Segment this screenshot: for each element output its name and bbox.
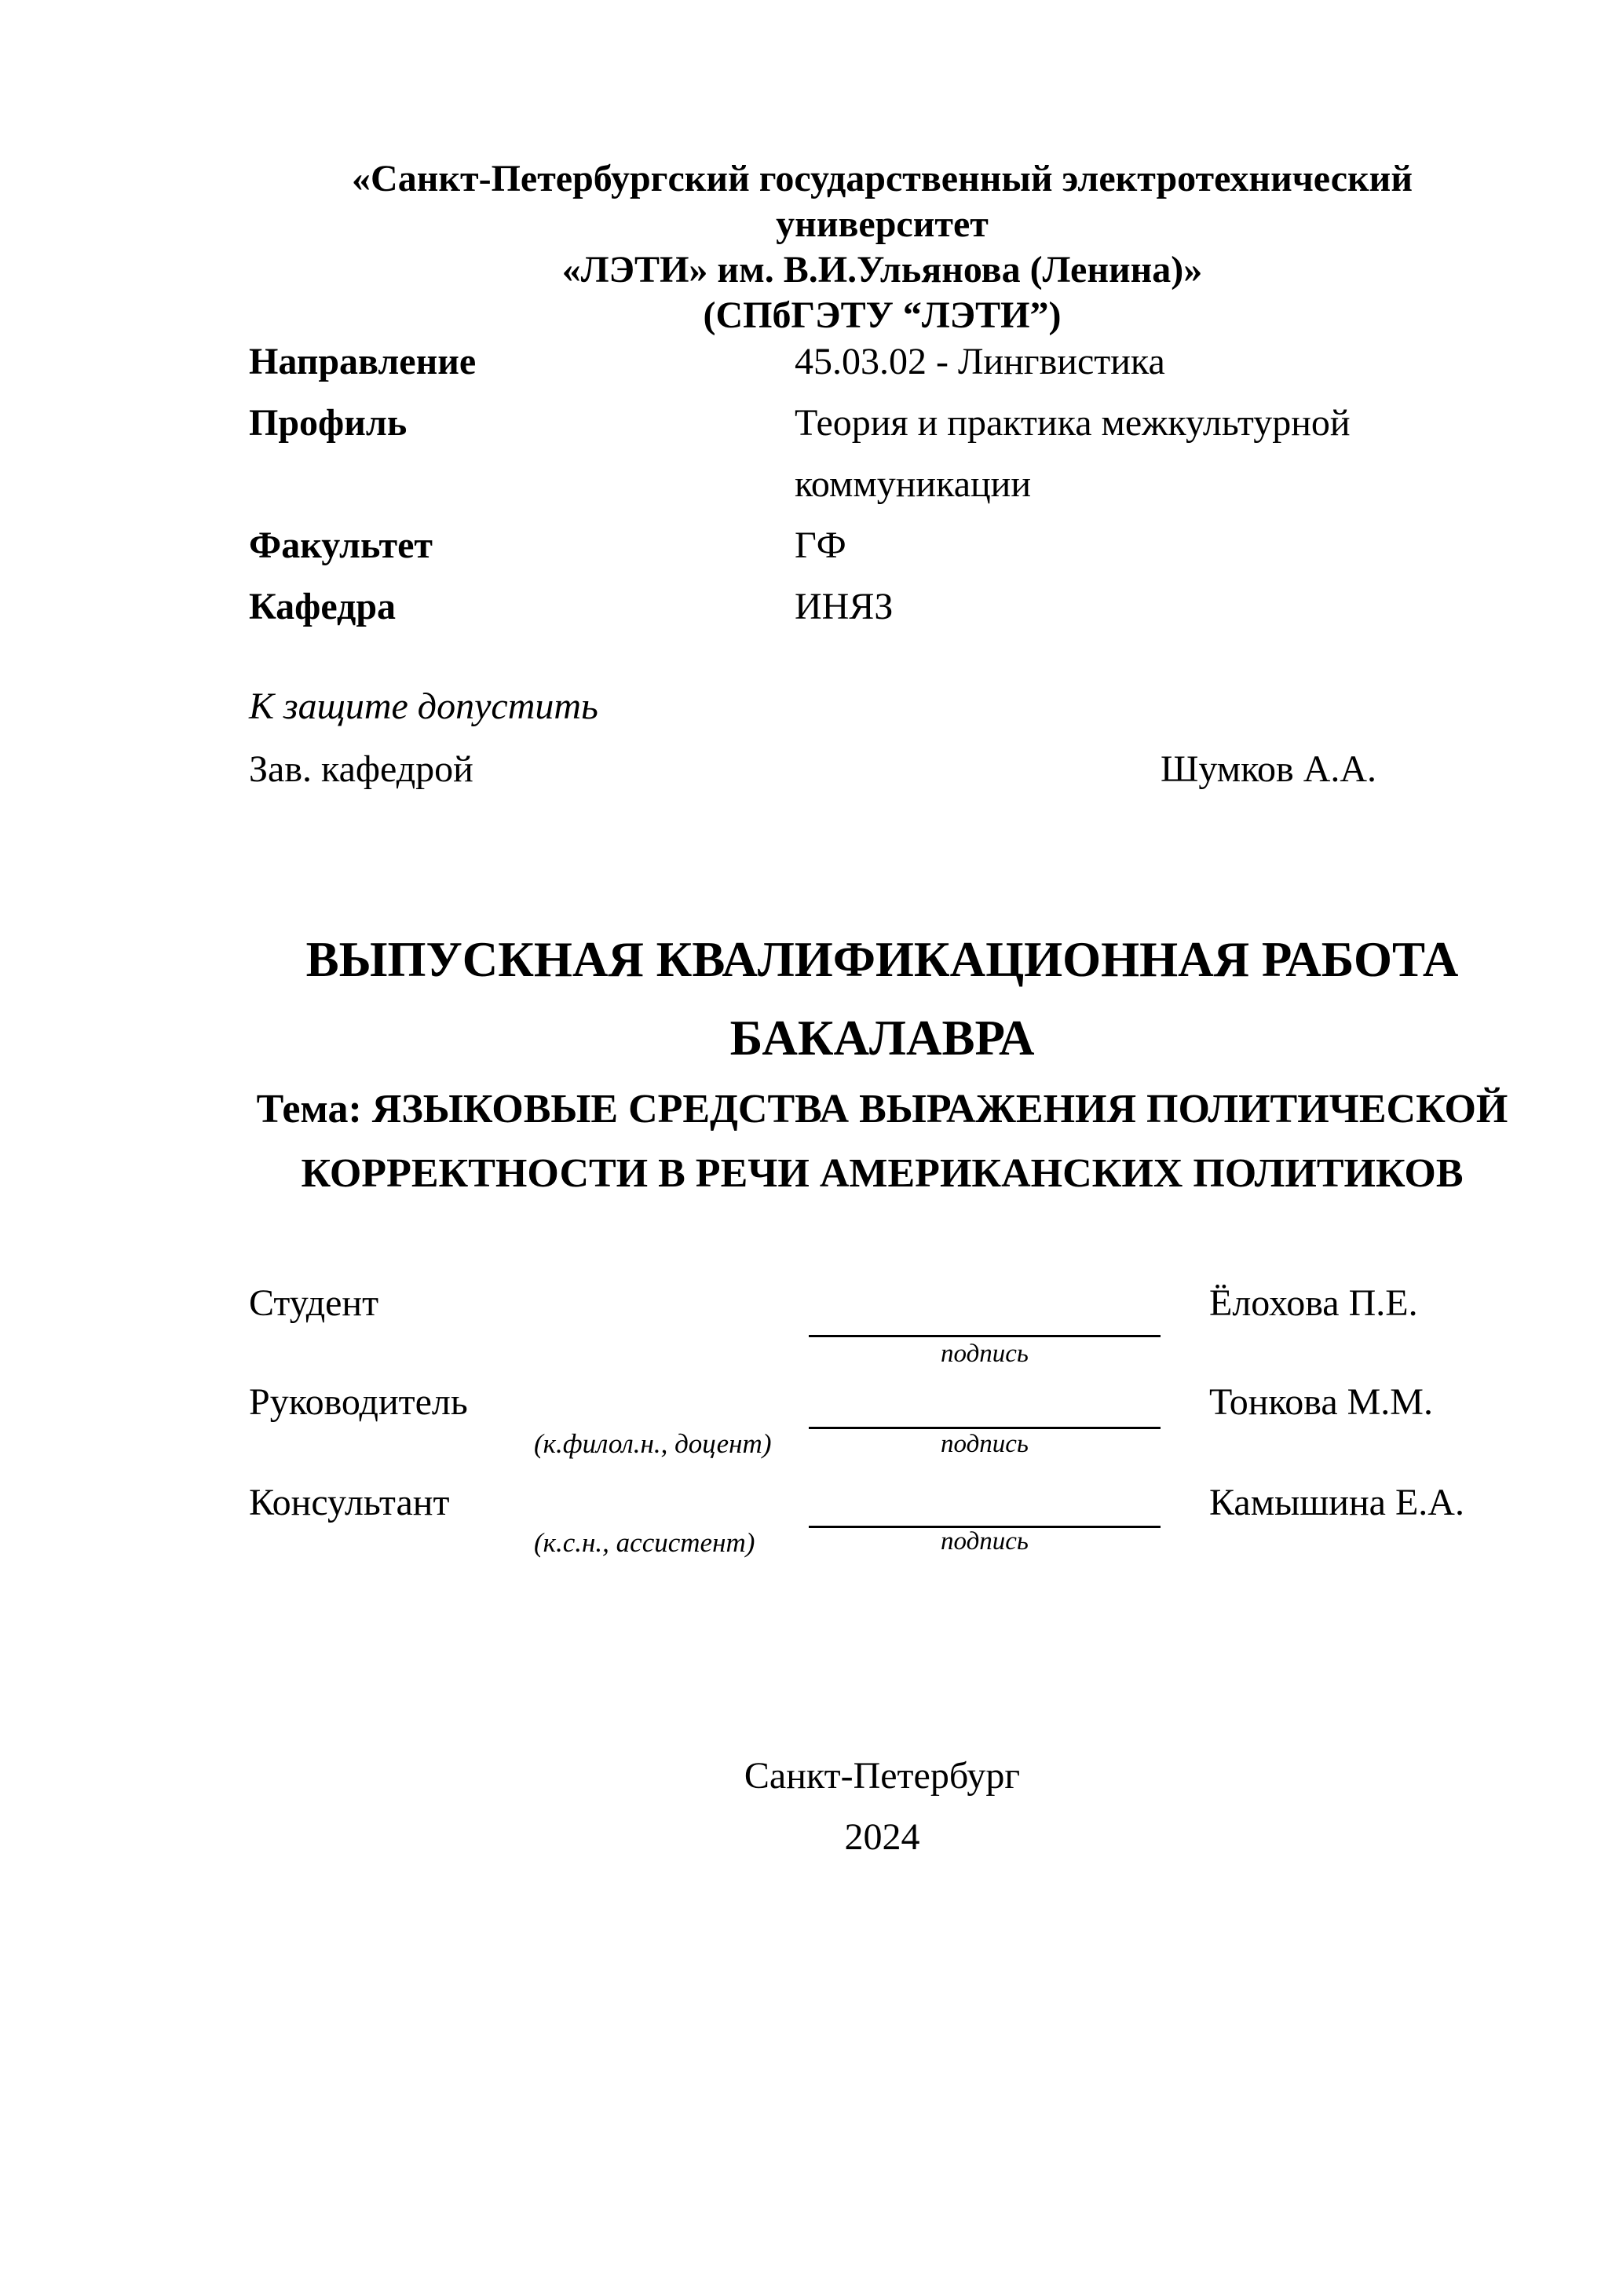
university-name-line1: «Санкт-Петербургский государственный электротехнический университет	[352, 158, 1413, 245]
supervisor-signature-caption: подпись	[941, 1430, 1029, 1458]
footer-year: 2024	[844, 1816, 920, 1858]
direction-label: Направление	[249, 341, 477, 382]
department-head-row	[249, 748, 1515, 790]
supervisor-role-label: Руководитель	[249, 1381, 468, 1423]
footer-city: Санкт-Петербург	[744, 1755, 1021, 1797]
supervisor-name: Тонкова М.М.	[1209, 1381, 1433, 1423]
profile-value-line2: коммуникации	[795, 463, 1032, 505]
consultant-signature-caption: подпись	[941, 1527, 1029, 1556]
department-value: ИНЯЗ	[795, 586, 894, 627]
university-abbreviation: (СПбГЭТУ “ЛЭТИ”)	[703, 294, 1062, 336]
faculty-value: ГФ	[795, 525, 846, 566]
student-signature-caption: подпись	[941, 1340, 1029, 1368]
signature-row-consultant	[249, 1484, 1515, 1586]
profile-label: Профиль	[249, 402, 408, 444]
university-name-line2: «ЛЭТИ» им. В.И.Ульянова (Ленина)»	[561, 249, 1203, 291]
student-role-label: Студент	[249, 1282, 379, 1324]
department-head-name: Шумков А.А.	[1161, 748, 1377, 790]
field-row-department	[249, 588, 1515, 627]
department-label: Кафедра	[249, 586, 397, 627]
consultant-role-label: Консультант	[249, 1482, 450, 1523]
consultant-name: Камышина Е.А.	[1209, 1482, 1464, 1523]
university-header	[249, 156, 1515, 338]
work-title-line1: ВЫПУСКНАЯ КВАЛИФИКАЦИОННАЯ РАБОТА	[305, 932, 1459, 987]
faculty-label: Факультет	[249, 525, 433, 566]
student-name: Ёлохова П.Е.	[1209, 1282, 1418, 1324]
profile-value-line1: Теория и практика межкультурной	[795, 402, 1351, 444]
supervisor-signature-line	[809, 1427, 1161, 1429]
consultant-credential: (к.с.н., ассистент)	[534, 1527, 755, 1558]
work-topic	[249, 1077, 1515, 1206]
work-topic-line2: КОРРЕКТНОСТИ В РЕЧИ АМЕРИКАНСКИХ ПОЛИТИКОВ	[301, 1151, 1464, 1196]
signature-row-student	[249, 1282, 1515, 1387]
work-title-line2: БАКАЛАВРА	[729, 1011, 1035, 1066]
department-head-label: Зав. кафедрой	[249, 748, 473, 790]
field-row-faculty	[249, 527, 1515, 566]
footer	[249, 1746, 1515, 1868]
admission-phrase: К защите допустить	[249, 686, 598, 727]
supervisor-credential: (к.филол.н., доцент)	[534, 1428, 772, 1459]
work-title	[249, 920, 1515, 1077]
field-row-profile	[249, 404, 1515, 444]
field-row-profile-continuation	[249, 463, 1515, 505]
direction-value: 45.03.02 - Лингвистика	[795, 341, 1165, 382]
signature-row-supervisor	[249, 1381, 1515, 1486]
work-topic-line1: Тема: ЯЗЫКОВЫЕ СРЕДСТВА ВЫРАЖЕНИЯ ПОЛИТИЧЕСКОЙ	[256, 1087, 1508, 1132]
field-row-direction	[249, 343, 1515, 382]
student-signature-line	[809, 1335, 1161, 1337]
